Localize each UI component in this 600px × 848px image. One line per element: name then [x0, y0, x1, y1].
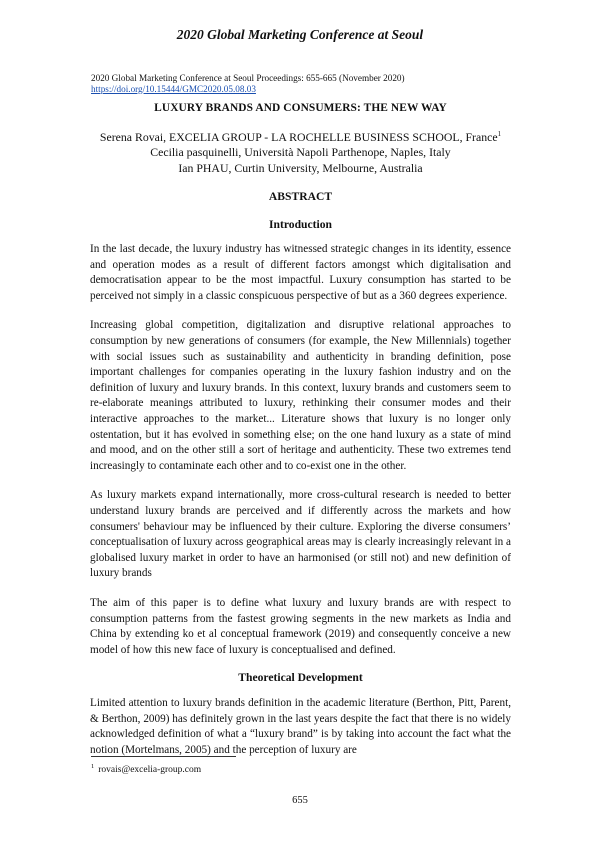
doi-link[interactable]: https://doi.org/10.15444/GMC2020.05.08.03: [91, 83, 256, 94]
paragraph-3: As luxury markets expand internationally, more cross-cultural research is needed to better understand luxury brands are perceived and if differently across the markets and how consumers' behaviour may be influenced by their culture. Exploring the diverse consumers’ conceptualisation of luxury across geographical areas may is clearly increasingly relevant in a globalised luxury market in order to have an harmonised (or still not) and new definition of luxury brands: [90, 489, 511, 580]
footnote: [91, 763, 201, 775]
introduction-heading: Introduction: [269, 217, 332, 231]
paragraph-5: Limited attention to luxury brands definition in the academic literature (Berthon, Pitt, Parent, & Berthon, 2009) has definitely grown in the last years despite the fact that there is no widely acknowledged definition of what a “luxury brand” is by taking into account the fact what the notion (Mortelmans, 2005) and the perception of luxury are: [90, 696, 511, 756]
author-list: [90, 127, 511, 177]
footnote-number: 1: [91, 763, 95, 770]
running-head: 2020 Global Marketing Conference at Seoul: [176, 27, 424, 42]
author-line-1: [90, 127, 511, 146]
author-line-2: Cecilia pasquinelli, Università Napoli Parthenope, Naples, Italy: [150, 145, 451, 160]
footnote-marker: 1: [497, 129, 502, 138]
page-number: 655: [292, 795, 308, 806]
theoretical-development-heading: Theoretical Development: [238, 671, 363, 685]
paragraph-4: The aim of this paper is to define what luxury and luxury brands are with respect to consumption patterns from the fastest growing segments in the new markets as India and China by extending ko et al conceptual framework (2019) and consequently conceive a new model of how this new face of luxury is conceptualised and defined.: [90, 596, 511, 656]
citation-block: [91, 73, 511, 94]
footnote-email: rovais@excelia-group.com: [98, 765, 202, 776]
paper-title: LUXURY BRANDS AND CONSUMERS: THE NEW WAY: [154, 102, 447, 114]
author-1: Serena Rovai, EXCELIA GROUP - LA ROCHELLE BUSINESS SCHOOL, France: [99, 129, 498, 144]
paragraph-1: In the last decade, the luxury industry has witnessed strategic changes in its identity, essence and operation modes as a result of different factors amongst which digitalisation and democratisation appear to be the most impactful. Luxury consumption has started to be perceived not simply in a classic conspicuous perspective of but as a 360 degrees experience.: [90, 243, 511, 302]
paragraph-2: Increasing global competition, digitalization and disruptive relational approaches to consumption by new generations of consumers (for example, the New Millennials) together with social issues such as sustainability and authenticity in branding definition, pose important challenges for companies operating in the luxury fashion industry and on the definition of luxury and luxury brands. In this context, luxury brands and customers seem to re-elaborate meanings attributed to luxury, rethinking their consumer modes and their interactive approaches to the market... Literature shows that luxury is no longer only ostentation, but it has evolved in something else; on the one hand luxury as a state of mind and mood, and on the other still a sort of heritage and authenticity. These two extremes tend increasingly to contaminate each other and to co-exist one in the other.: [90, 319, 511, 472]
footnote-divider: [91, 756, 236, 757]
proceedings-line: 2020 Global Marketing Conference at Seoul Proceedings: 655-665 (November 2020): [91, 73, 405, 83]
author-line-3: Ian PHAU, Curtin University, Melbourne, Australia: [178, 161, 423, 176]
abstract-heading: ABSTRACT: [268, 189, 333, 203]
paper-body: [90, 101, 511, 758]
